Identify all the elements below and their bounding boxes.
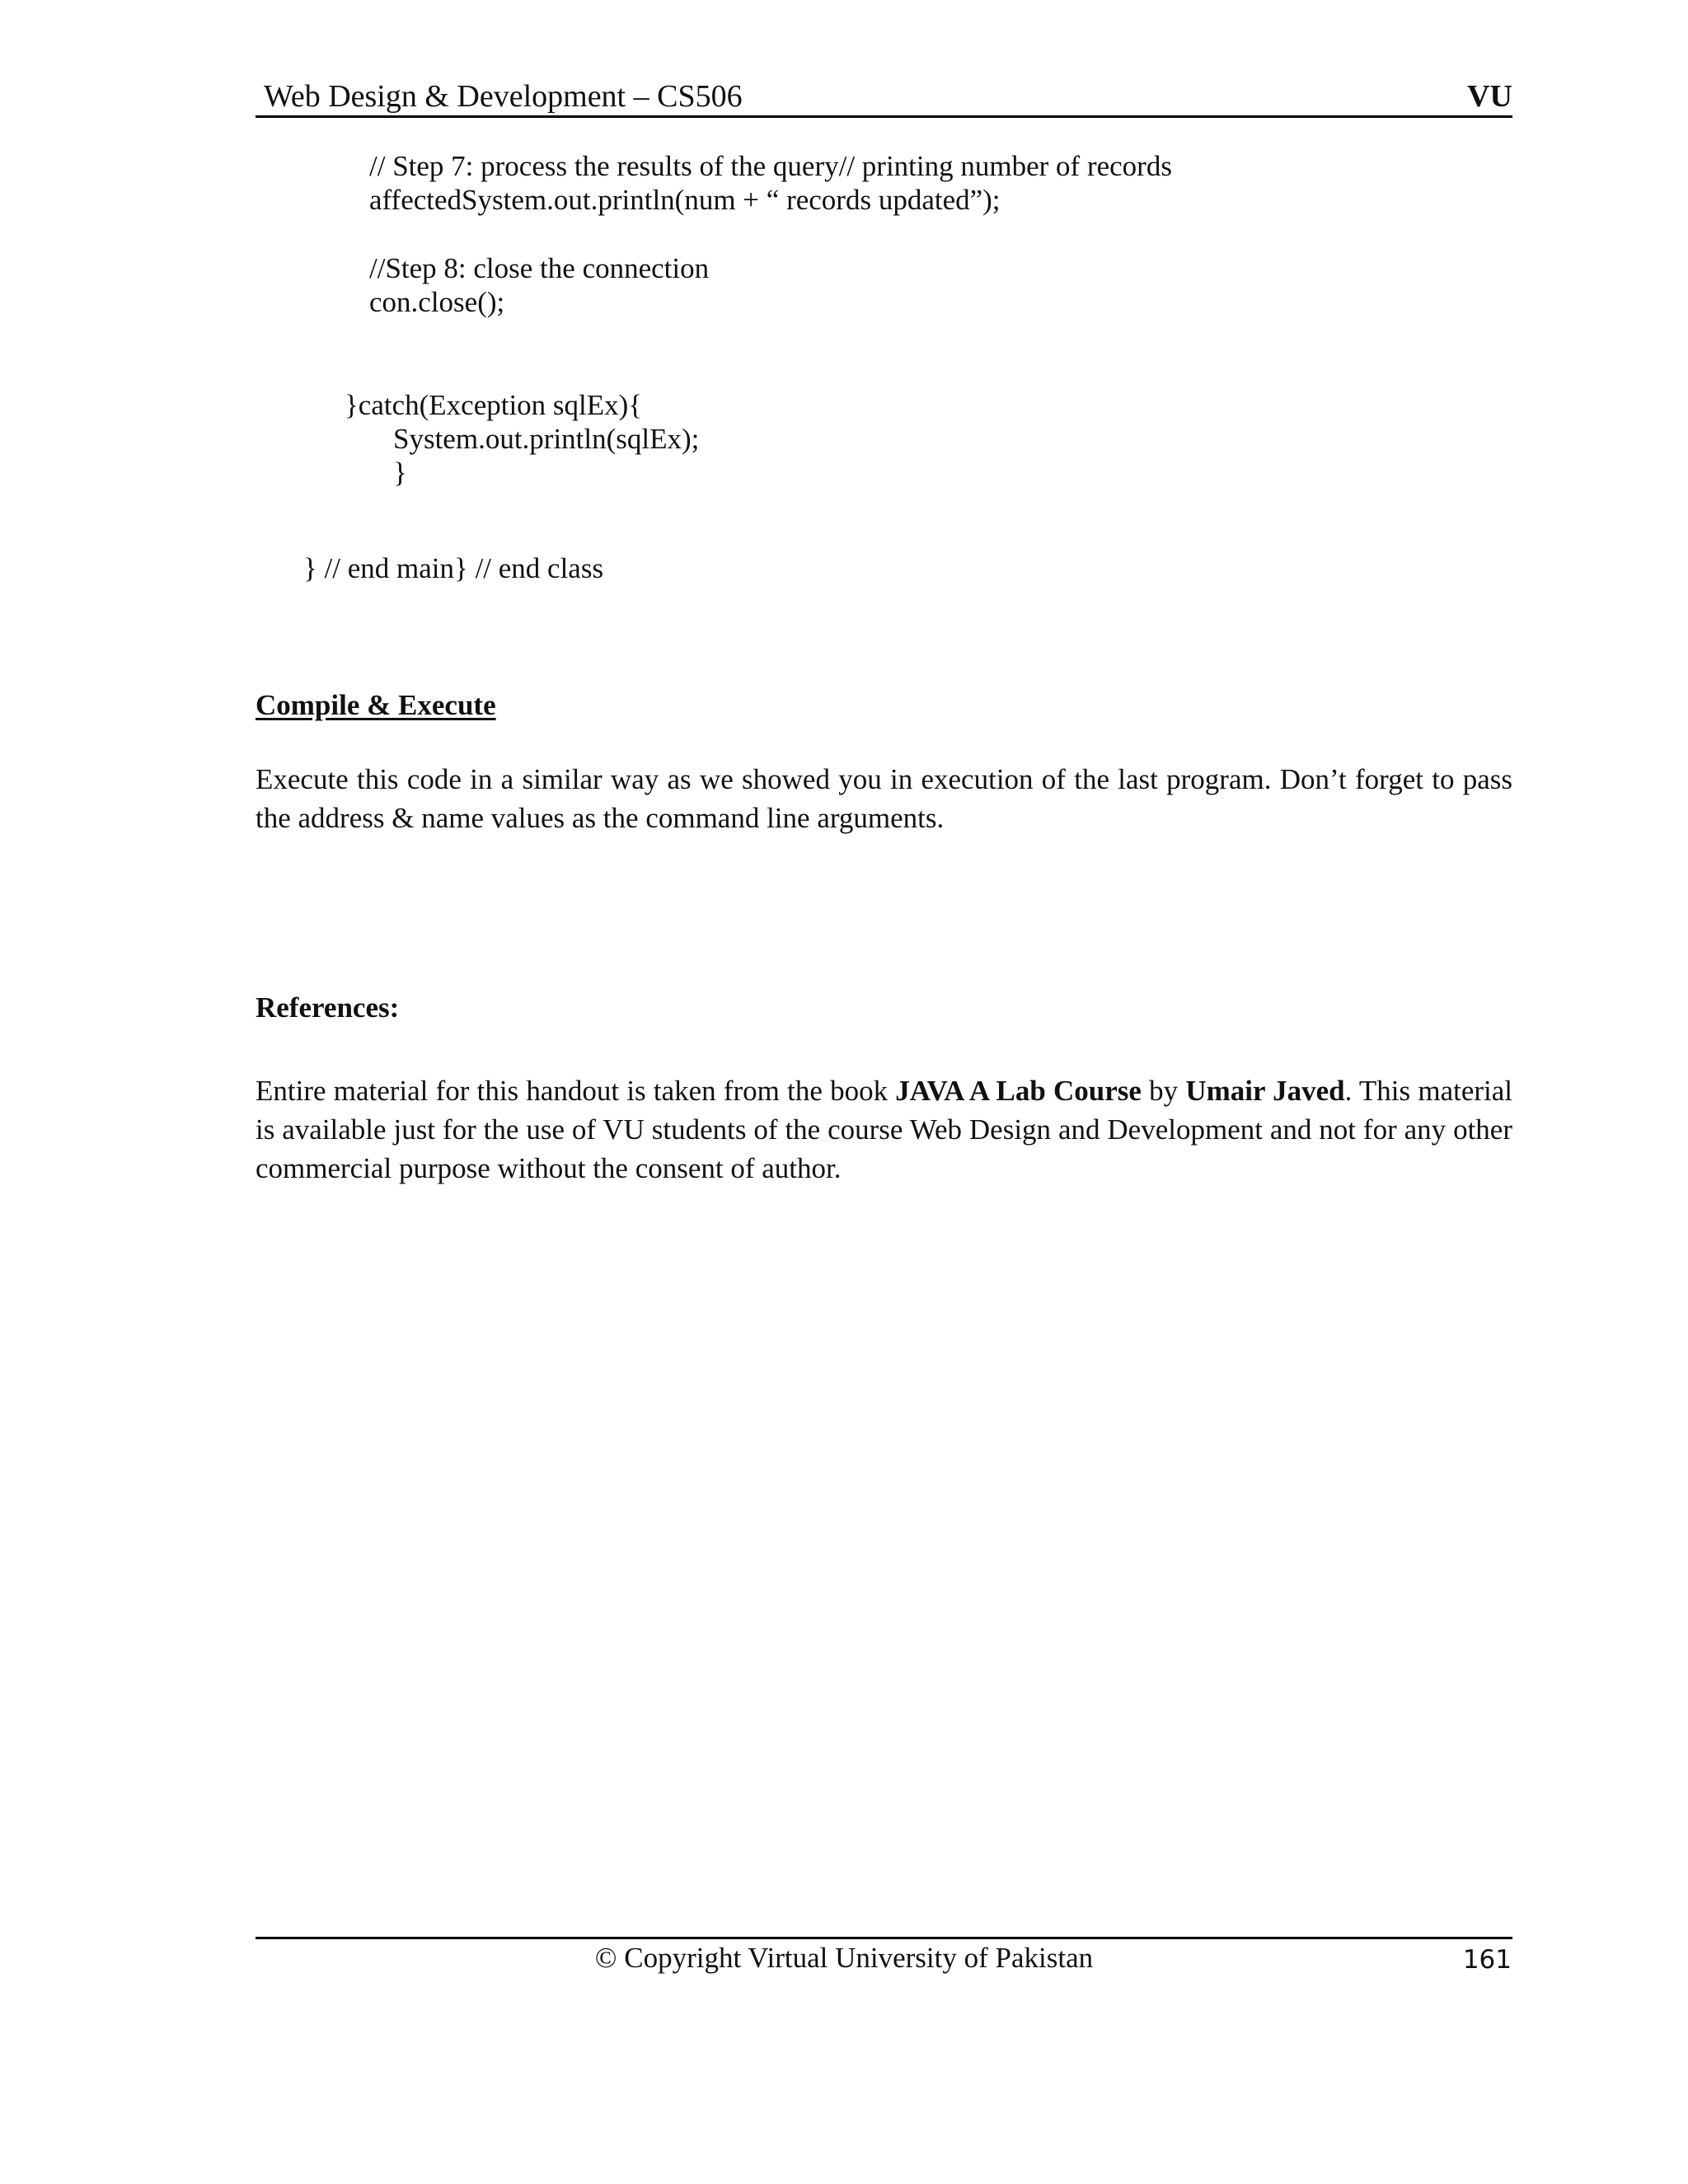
code-line: }catch(Exception sqlEx){ (345, 389, 643, 421)
copyright-notice: © Copyright Virtual University of Pakistan (594, 1942, 1094, 1974)
code-line: System.out.println(sqlEx); (393, 423, 700, 455)
references-text: . This material is available just for the use of VU students of the course Web Design and Development and not for any other commercial purpose without the consent of author. (256, 1075, 1512, 1184)
code-line: } // end main} // end class (303, 552, 604, 584)
references-text: Entire material for this handout is taken from the book (256, 1075, 896, 1107)
code-line: affectedSystem.out.println(num + “ records updated”); (369, 184, 1001, 216)
code-line: //Step 8: close the connection (369, 252, 710, 284)
compile-execute-paragraph: Execute this code in a similar way as we showed you in execution of the last program. Don’t forget to pass the address & name values as the command line arguments. (256, 763, 1512, 834)
references-text: by (1141, 1075, 1186, 1107)
code-line: con.close(); (369, 286, 505, 318)
code-line: // Step 7: process the results of the query// printing number of records (369, 150, 1172, 182)
compile-execute-heading: Compile & Execute (256, 689, 496, 721)
book-title: JAVA A Lab Course (895, 1075, 1142, 1107)
author-name: Umair Javed (1185, 1075, 1345, 1107)
document-title: Web Design & Development – CS506 (264, 79, 743, 114)
code-line: } (393, 457, 407, 489)
footer-divider (256, 1937, 1512, 1939)
references-paragraph (256, 1071, 1512, 1188)
references-heading: References: (256, 991, 400, 1024)
institution-label: VU (1467, 79, 1512, 114)
page-header (256, 77, 1512, 118)
page-number: 161 (1462, 1945, 1512, 1975)
